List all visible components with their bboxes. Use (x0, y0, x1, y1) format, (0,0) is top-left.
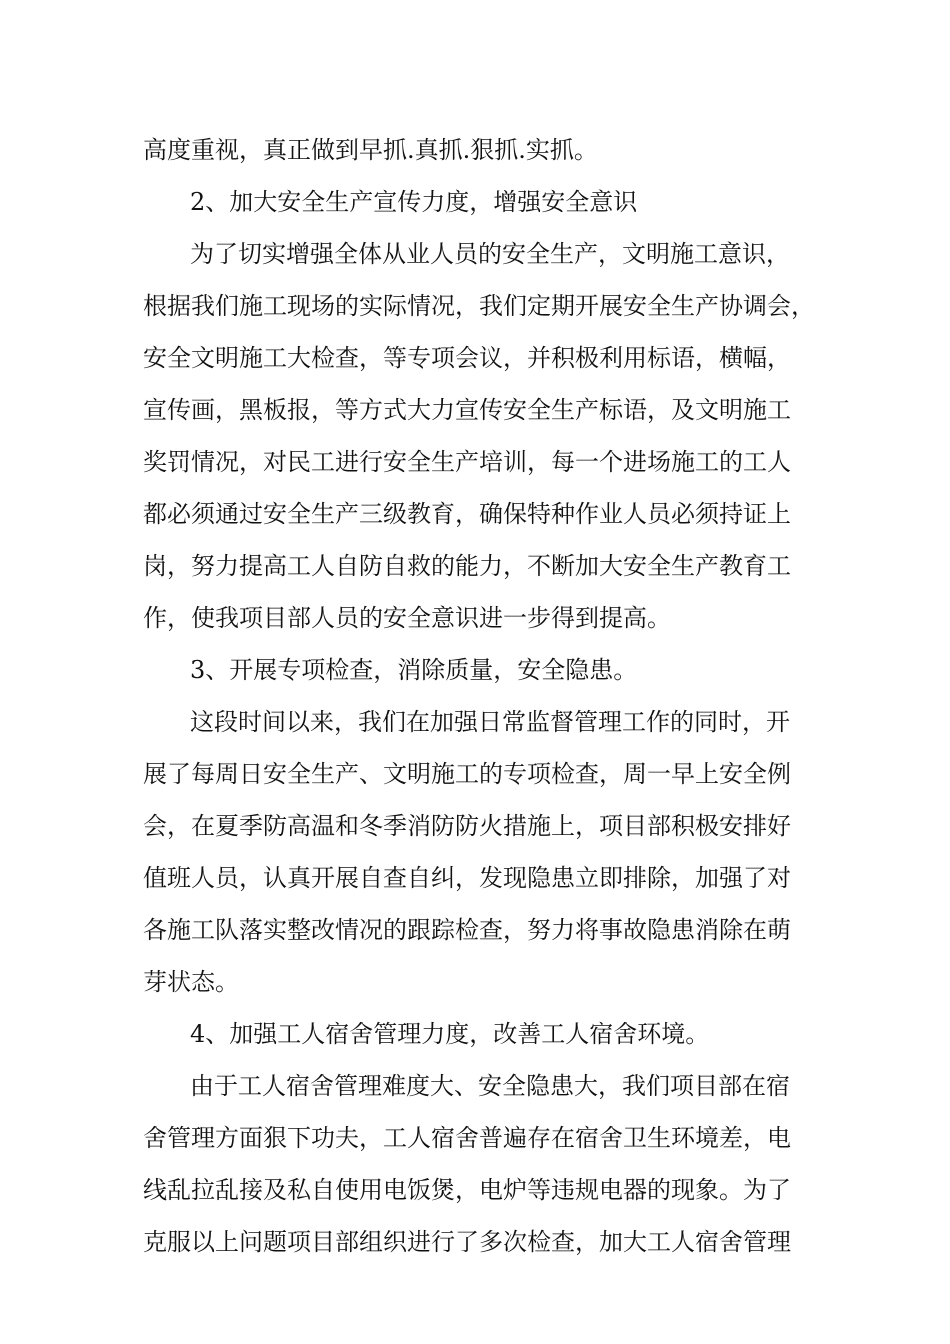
text-line: 由于工人宿舍管理难度大、安全隐患大，我们项目部在宿 (190, 1072, 790, 1100)
text-line: 安全文明施工大检查，等专项会议，并积极利用标语，横幅， (143, 344, 791, 372)
text-line: 克服以上问题项目部组织进行了多次检查，加大工人宿舍管理 (143, 1228, 791, 1256)
section-heading-4: 4、加强工人宿舍管理力度，改善工人宿舍环境。 (190, 1020, 710, 1048)
text-line: 会，在夏季防高温和冬季消防防火措施上，项目部积极安排好 (143, 812, 791, 840)
text-line: 芽状态。 (143, 968, 239, 996)
text-line: 根据我们施工现场的实际情况，我们定期开展安全生产协调会， (143, 292, 815, 320)
text-line: 各施工队落实整改情况的跟踪检查，努力将事故隐患消除在萌 (143, 916, 791, 944)
text-line: 展了每周日安全生产、文明施工的专项检查，周一早上安全例 (143, 760, 791, 788)
text-line: 宣传画，黑板报，等方式大力宣传安全生产标语，及文明施工 (143, 396, 791, 424)
text-line: 高度重视，真正做到早抓.真抓.狠抓.实抓。 (143, 136, 598, 164)
section-heading-2: 2、加大安全生产宣传力度，增强安全意识 (190, 188, 638, 216)
text-line: 奖罚情况，对民工进行安全生产培训，每一个进场施工的工人 (143, 448, 791, 476)
text-line: 为了切实增强全体从业人员的安全生产，文明施工意识， (190, 240, 790, 268)
section-heading-3: 3、开展专项检查，消除质量，安全隐患。 (190, 656, 638, 684)
text-line: 线乱拉乱接及私自使用电饭煲，电炉等违规电器的现象。为了 (143, 1176, 791, 1204)
text-line: 都必须通过安全生产三级教育，确保特种作业人员必须持证上 (143, 500, 791, 528)
text-line: 值班人员，认真开展自查自纠，发现隐患立即排除，加强了对 (143, 864, 791, 892)
text-line: 岗，努力提高工人自防自救的能力，不断加大安全生产教育工 (143, 552, 791, 580)
text-line: 这段时间以来，我们在加强日常监督管理工作的同时，开 (190, 708, 790, 736)
text-line: 作，使我项目部人员的安全意识进一步得到提高。 (143, 604, 671, 632)
text-line: 舍管理方面狠下功夫，工人宿舍普遍存在宿舍卫生环境差，电 (143, 1124, 791, 1152)
